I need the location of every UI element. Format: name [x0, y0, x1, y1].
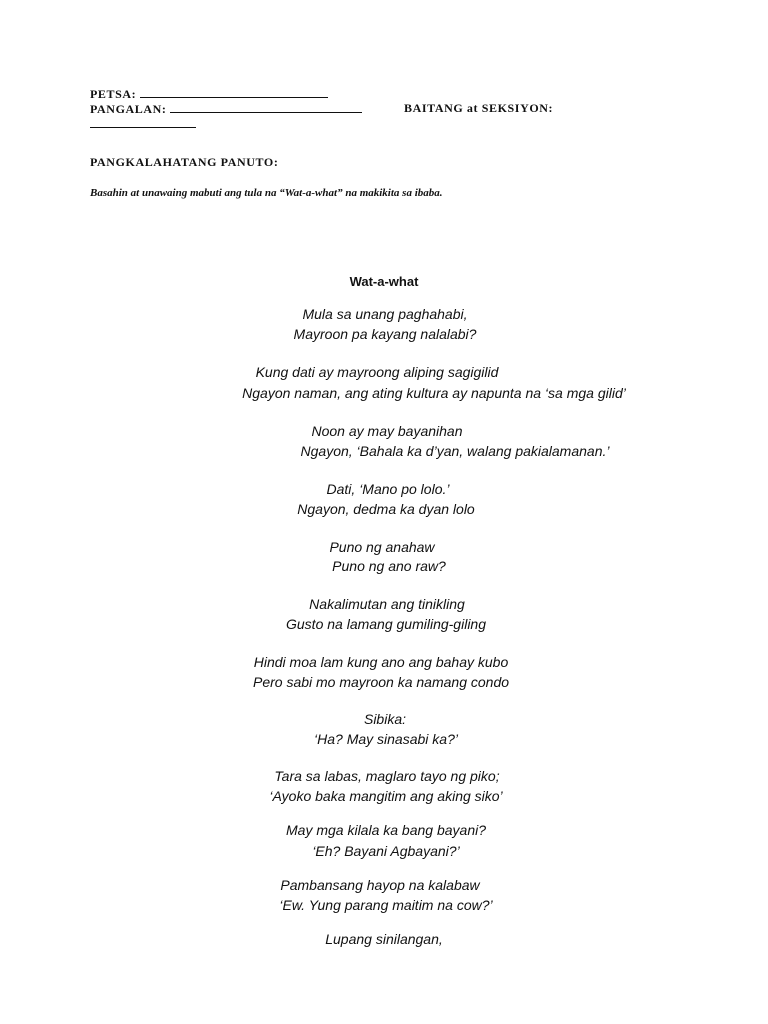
- poem-line: Lupang sinilangan,: [325, 931, 443, 947]
- poem-line: ‘Ayoko baka mangitim ang aking siko’: [269, 788, 503, 804]
- instructions-title: PANGKALAHATANG PANUTO:: [90, 155, 279, 169]
- poem-line: Tara sa labas, maglaro tayo ng piko;: [274, 768, 500, 784]
- date-label: PETSA:: [90, 87, 137, 101]
- name-row: [90, 101, 362, 117]
- poem-line: Sibika:: [363, 711, 407, 727]
- poem-line: May mga kilala ka bang bayani?: [285, 822, 487, 838]
- poem-line: Mayroon pa kayang nalalabi?: [293, 326, 477, 342]
- name-label: PANGALAN:: [90, 102, 167, 116]
- grade-section-label: BAITANG at SEKSIYON:: [404, 101, 554, 115]
- name-field[interactable]: [170, 101, 362, 113]
- poem-line: Dati, ‘Mano po lolo.’: [326, 481, 450, 497]
- poem-line: Puno ng anahaw: [329, 539, 435, 555]
- poem-line: Ngayon naman, ang ating kultura ay napunta na ‘sa mga gilid’: [242, 385, 626, 401]
- poem-line: Pambansang hayop na kalabaw: [280, 877, 480, 893]
- grade-section-field[interactable]: [90, 116, 196, 128]
- grade-section-row: [404, 101, 553, 116]
- poem-line: Gusto na lamang gumiling-giling: [286, 616, 486, 632]
- poem-line: Hindi moa lam kung ano ang bahay kubo: [253, 654, 509, 670]
- grade-section-field-row: [90, 116, 196, 132]
- poem-title: Wat-a-what: [349, 274, 419, 289]
- poem-line: ‘Eh? Bayani Agbayani?’: [312, 843, 460, 859]
- instructions-text: Basahin at unawaing mabuti ang tula na “Wat-a-what” na makikita sa ibaba.: [90, 187, 443, 199]
- poem-line: Noon ay may bayanihan: [311, 423, 463, 439]
- poem-line: Mula sa unang paghahabi,: [302, 306, 468, 322]
- poem-line: Puno ng ano raw?: [332, 558, 446, 574]
- poem-line: ‘Ew. Yung parang maitim na cow?’: [279, 897, 493, 913]
- poem-line: Kung dati ay mayroong aliping sagigilid: [255, 364, 499, 380]
- date-field[interactable]: [140, 86, 328, 98]
- date-row: [90, 86, 328, 102]
- poem-line: ‘Ha? May sinasabi ka?’: [314, 731, 458, 747]
- poem-line: Nakalimutan ang tinikling: [309, 596, 465, 612]
- poem-line: Ngayon, dedma ka dyan lolo: [297, 501, 475, 517]
- poem-line: Pero sabi mo mayroon ka namang condo: [252, 674, 510, 690]
- poem-line: Ngayon, ‘Bahala ka d’yan, walang pakialamanan.’: [300, 443, 610, 459]
